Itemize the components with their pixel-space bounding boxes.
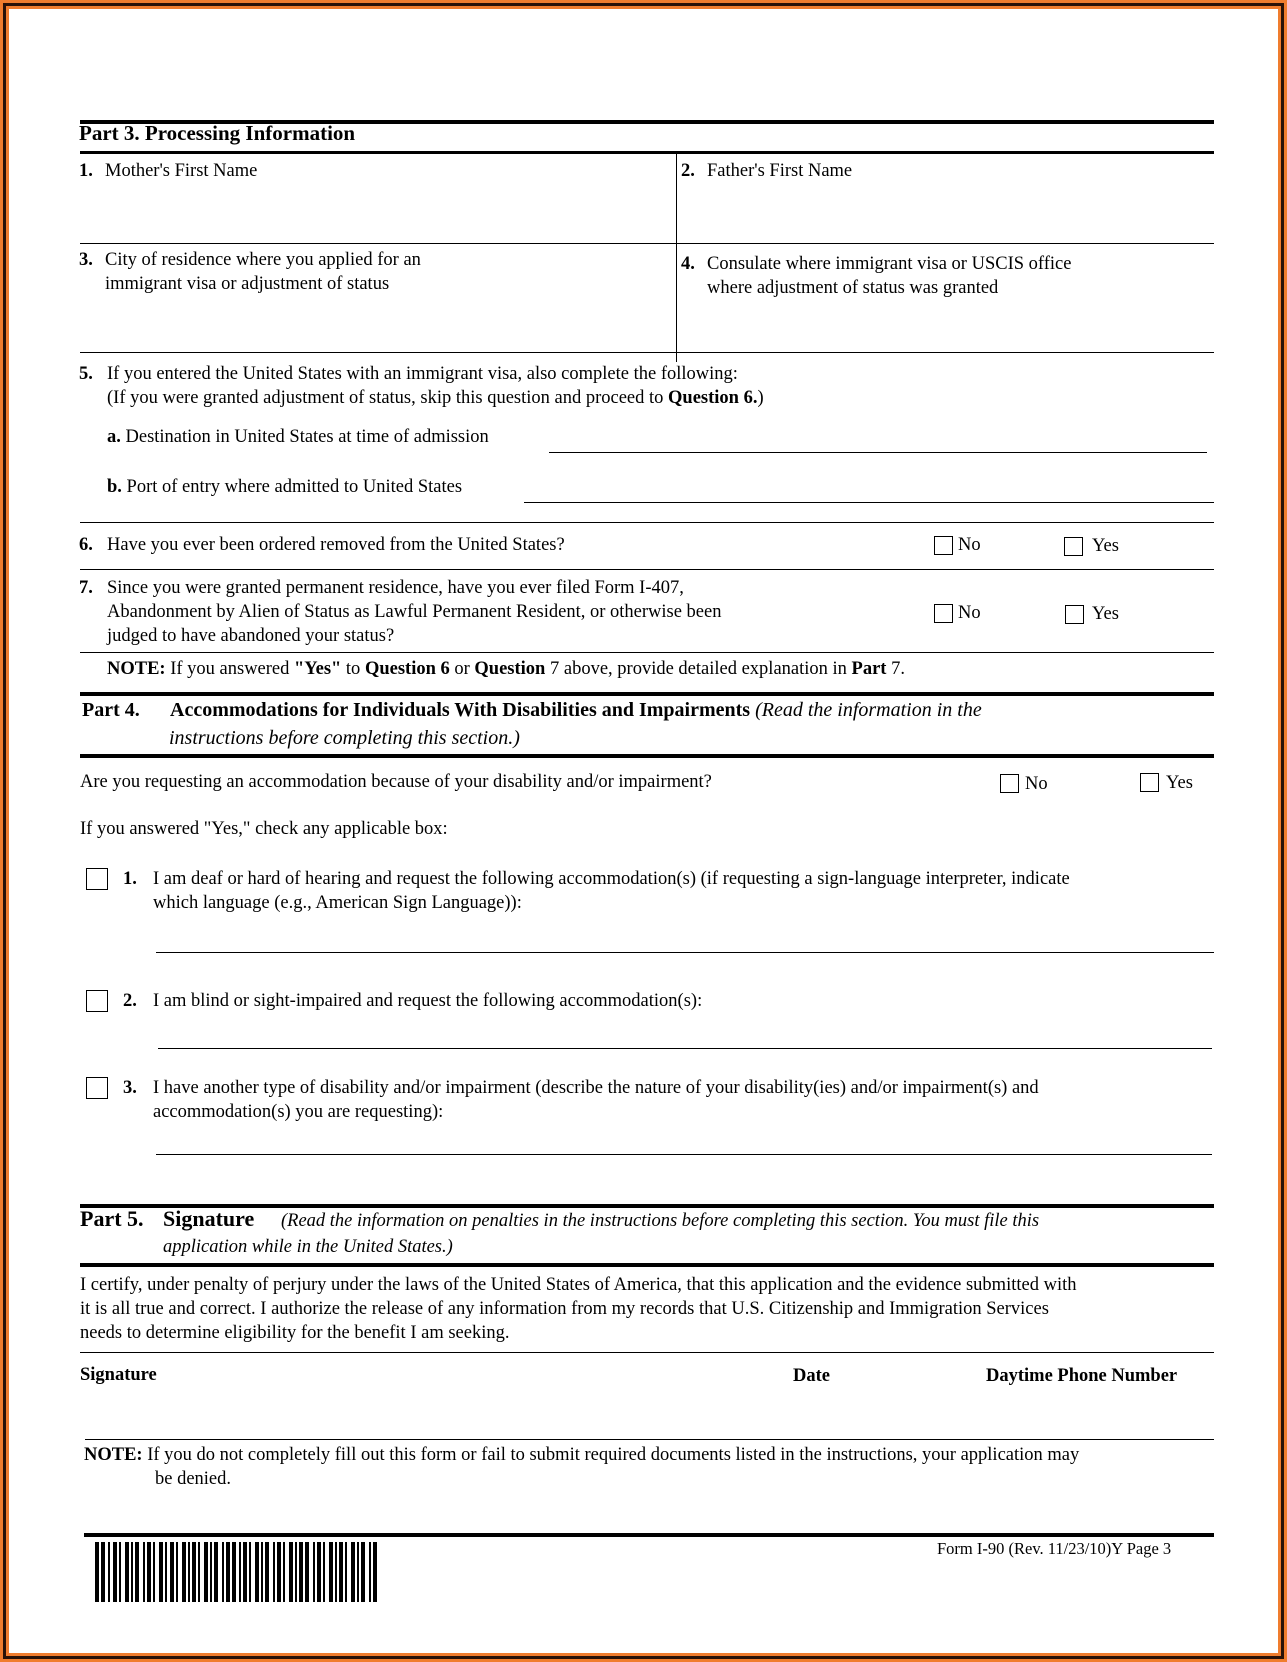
item2-number: 2.	[123, 991, 137, 1011]
item1-text-line2: which language (e.g., American Sign Language)):	[153, 893, 522, 913]
certification-text-line1: I certify, under penalty of perjury under the laws of the United States of America, that this application and the evidence submitted with	[80, 1275, 1077, 1295]
q6-label: 6. Have you ever been ordered removed from the United States?	[79, 535, 565, 555]
part5-header-rule	[80, 1263, 1214, 1267]
consulate-input[interactable]	[681, 305, 1210, 359]
deaf-accommodation-input[interactable]	[156, 929, 1210, 953]
q5-skip-instruction: (If you were granted adjustment of status, skip this question and proceed to Question 6.)	[107, 388, 764, 408]
part3-header-rule	[80, 151, 1214, 154]
item3-text: I have another type of disability and/or impairment (describe the nature of your disability(ies) and/or impairment(s) and	[153, 1078, 1039, 1098]
q6-no-label: No	[958, 535, 981, 555]
part3-note: NOTE: If you answered "Yes" to Question 6 or Question 7 above, provide detailed explanation in Part 7.	[107, 659, 905, 679]
item3-text-line2: accommodation(s) you are requesting):	[153, 1102, 444, 1122]
accommodation-no-label: No	[1025, 774, 1048, 794]
final-note: NOTE: If you do not completely fill out this form or fail to submit required documents listed in the instructions, your application may	[84, 1445, 1080, 1465]
q3-label: 3. City of residence where you applied for an	[79, 250, 421, 270]
row-divider-3	[80, 522, 1214, 523]
q7-no-label: No	[958, 603, 981, 623]
q2-label: 2. Father's First Name	[681, 161, 853, 181]
accommodation-question: Are you requesting an accommodation because of your disability and/or impairment?	[80, 772, 712, 792]
q1-label: 1. Mother's First Name	[79, 161, 258, 181]
destination-input[interactable]	[549, 423, 1208, 449]
row-divider-4	[80, 569, 1214, 570]
item3-underline	[156, 1154, 1212, 1155]
if-yes-instruction: If you answered "Yes," check any applicable box:	[80, 819, 448, 839]
accommodation-yes-checkbox[interactable]	[1140, 773, 1159, 792]
q6-no-checkbox[interactable]	[934, 536, 953, 555]
signature-input[interactable]	[80, 1389, 784, 1431]
part3-column-divider	[676, 154, 677, 362]
signature-label: Signature	[80, 1365, 157, 1385]
item2-text: I am blind or sight-impaired and request the following accommodation(s):	[153, 991, 703, 1011]
q7-label-line2: Abandonment by Alien of Status as Lawful Permanent Resident, or otherwise been	[107, 602, 722, 622]
part4-top-rule	[80, 692, 1214, 696]
item1-text: I am deaf or hard of hearing and request the following accommodation(s) (if requesting a sign-language interpreter, indicate	[153, 869, 1070, 889]
other-disability-checkbox[interactable]	[86, 1077, 108, 1099]
q7-no-checkbox[interactable]	[934, 604, 953, 623]
part4-instructions: instructions before completing this section.)	[169, 727, 520, 749]
part5-instructions-line2: application while in the United States.)	[163, 1237, 453, 1257]
q4-label: 4. Consulate where immigrant visa or USCIS office	[681, 254, 1072, 274]
part4-title: Accommodations for Individuals With Disabilities and Impairments (Read the information in the	[170, 699, 982, 721]
final-note-line2: be denied.	[155, 1469, 232, 1489]
row-divider-2	[80, 352, 1214, 353]
accommodation-no-checkbox[interactable]	[1000, 774, 1019, 793]
deaf-hard-of-hearing-checkbox[interactable]	[86, 868, 108, 890]
q5-label: 5. If you entered the United States with an immigrant visa, also complete the following:	[79, 364, 738, 384]
port-of-entry-underline	[524, 502, 1214, 503]
daytime-phone-label: Daytime Phone Number	[986, 1366, 1178, 1386]
part4-label: Part 4.	[82, 699, 140, 721]
item1-number: 1.	[123, 869, 137, 889]
blind-accommodation-input[interactable]	[158, 1025, 1212, 1049]
q7-label-line3: judged to have abandoned your status?	[107, 626, 395, 646]
item3-number: 3.	[123, 1078, 137, 1098]
part5-title: Signature	[163, 1206, 255, 1231]
certification-text-line2: it is all true and correct. I authorize the release of any information from my records that U.S. Citizenship and Immigration Services	[80, 1299, 1049, 1319]
q7-yes-label: Yes	[1092, 604, 1119, 624]
port-of-entry-input[interactable]	[524, 473, 1208, 499]
city-of-residence-input[interactable]	[79, 301, 633, 359]
part3-title: Part 3. Processing Information	[79, 121, 356, 145]
q5a-label: a. Destination in United States at time of admission	[107, 427, 489, 447]
item1-underline	[156, 952, 1214, 953]
footer-rule	[84, 1533, 1214, 1537]
other-accommodation-input[interactable]	[156, 1131, 1210, 1155]
q6-yes-label: Yes	[1092, 536, 1119, 556]
accommodation-yes-label: Yes	[1166, 773, 1193, 793]
certification-text-line3: needs to determine eligibility for the benefit I am seeking.	[80, 1323, 510, 1343]
row-divider-1	[80, 243, 1214, 244]
daytime-phone-input[interactable]	[986, 1389, 1215, 1431]
fathers-first-name-input[interactable]	[681, 187, 1210, 225]
q6-yes-checkbox[interactable]	[1064, 537, 1083, 556]
date-input[interactable]	[793, 1389, 987, 1431]
q7-label: 7. Since you were granted permanent residence, have you ever filed Form I-407,	[79, 578, 684, 598]
q7-yes-checkbox[interactable]	[1065, 605, 1084, 624]
barcode-icon	[95, 1542, 535, 1602]
q4-label-line2: where adjustment of status was granted	[707, 278, 999, 298]
form-identifier: Form I-90 (Rev. 11/23/10)Y Page 3	[937, 1539, 1172, 1558]
date-label: Date	[793, 1366, 830, 1386]
row-divider-5	[80, 652, 1214, 653]
part4-header-rule	[80, 754, 1214, 758]
q3-label-line2: immigrant visa or adjustment of status	[105, 274, 390, 294]
blind-sight-impaired-checkbox[interactable]	[86, 990, 108, 1012]
part5-instructions: (Read the information on penalties in the instructions before completing this section. You must file this	[281, 1211, 1040, 1231]
mothers-first-name-input[interactable]	[79, 187, 633, 225]
signature-bottom-rule	[85, 1439, 1214, 1440]
part5-label: Part 5.	[80, 1206, 144, 1231]
form-page	[9, 9, 1278, 1653]
item2-underline	[158, 1048, 1212, 1049]
destination-underline	[549, 452, 1207, 453]
signature-top-rule	[80, 1352, 1214, 1353]
q5b-label: b. Port of entry where admitted to United States	[107, 477, 463, 497]
